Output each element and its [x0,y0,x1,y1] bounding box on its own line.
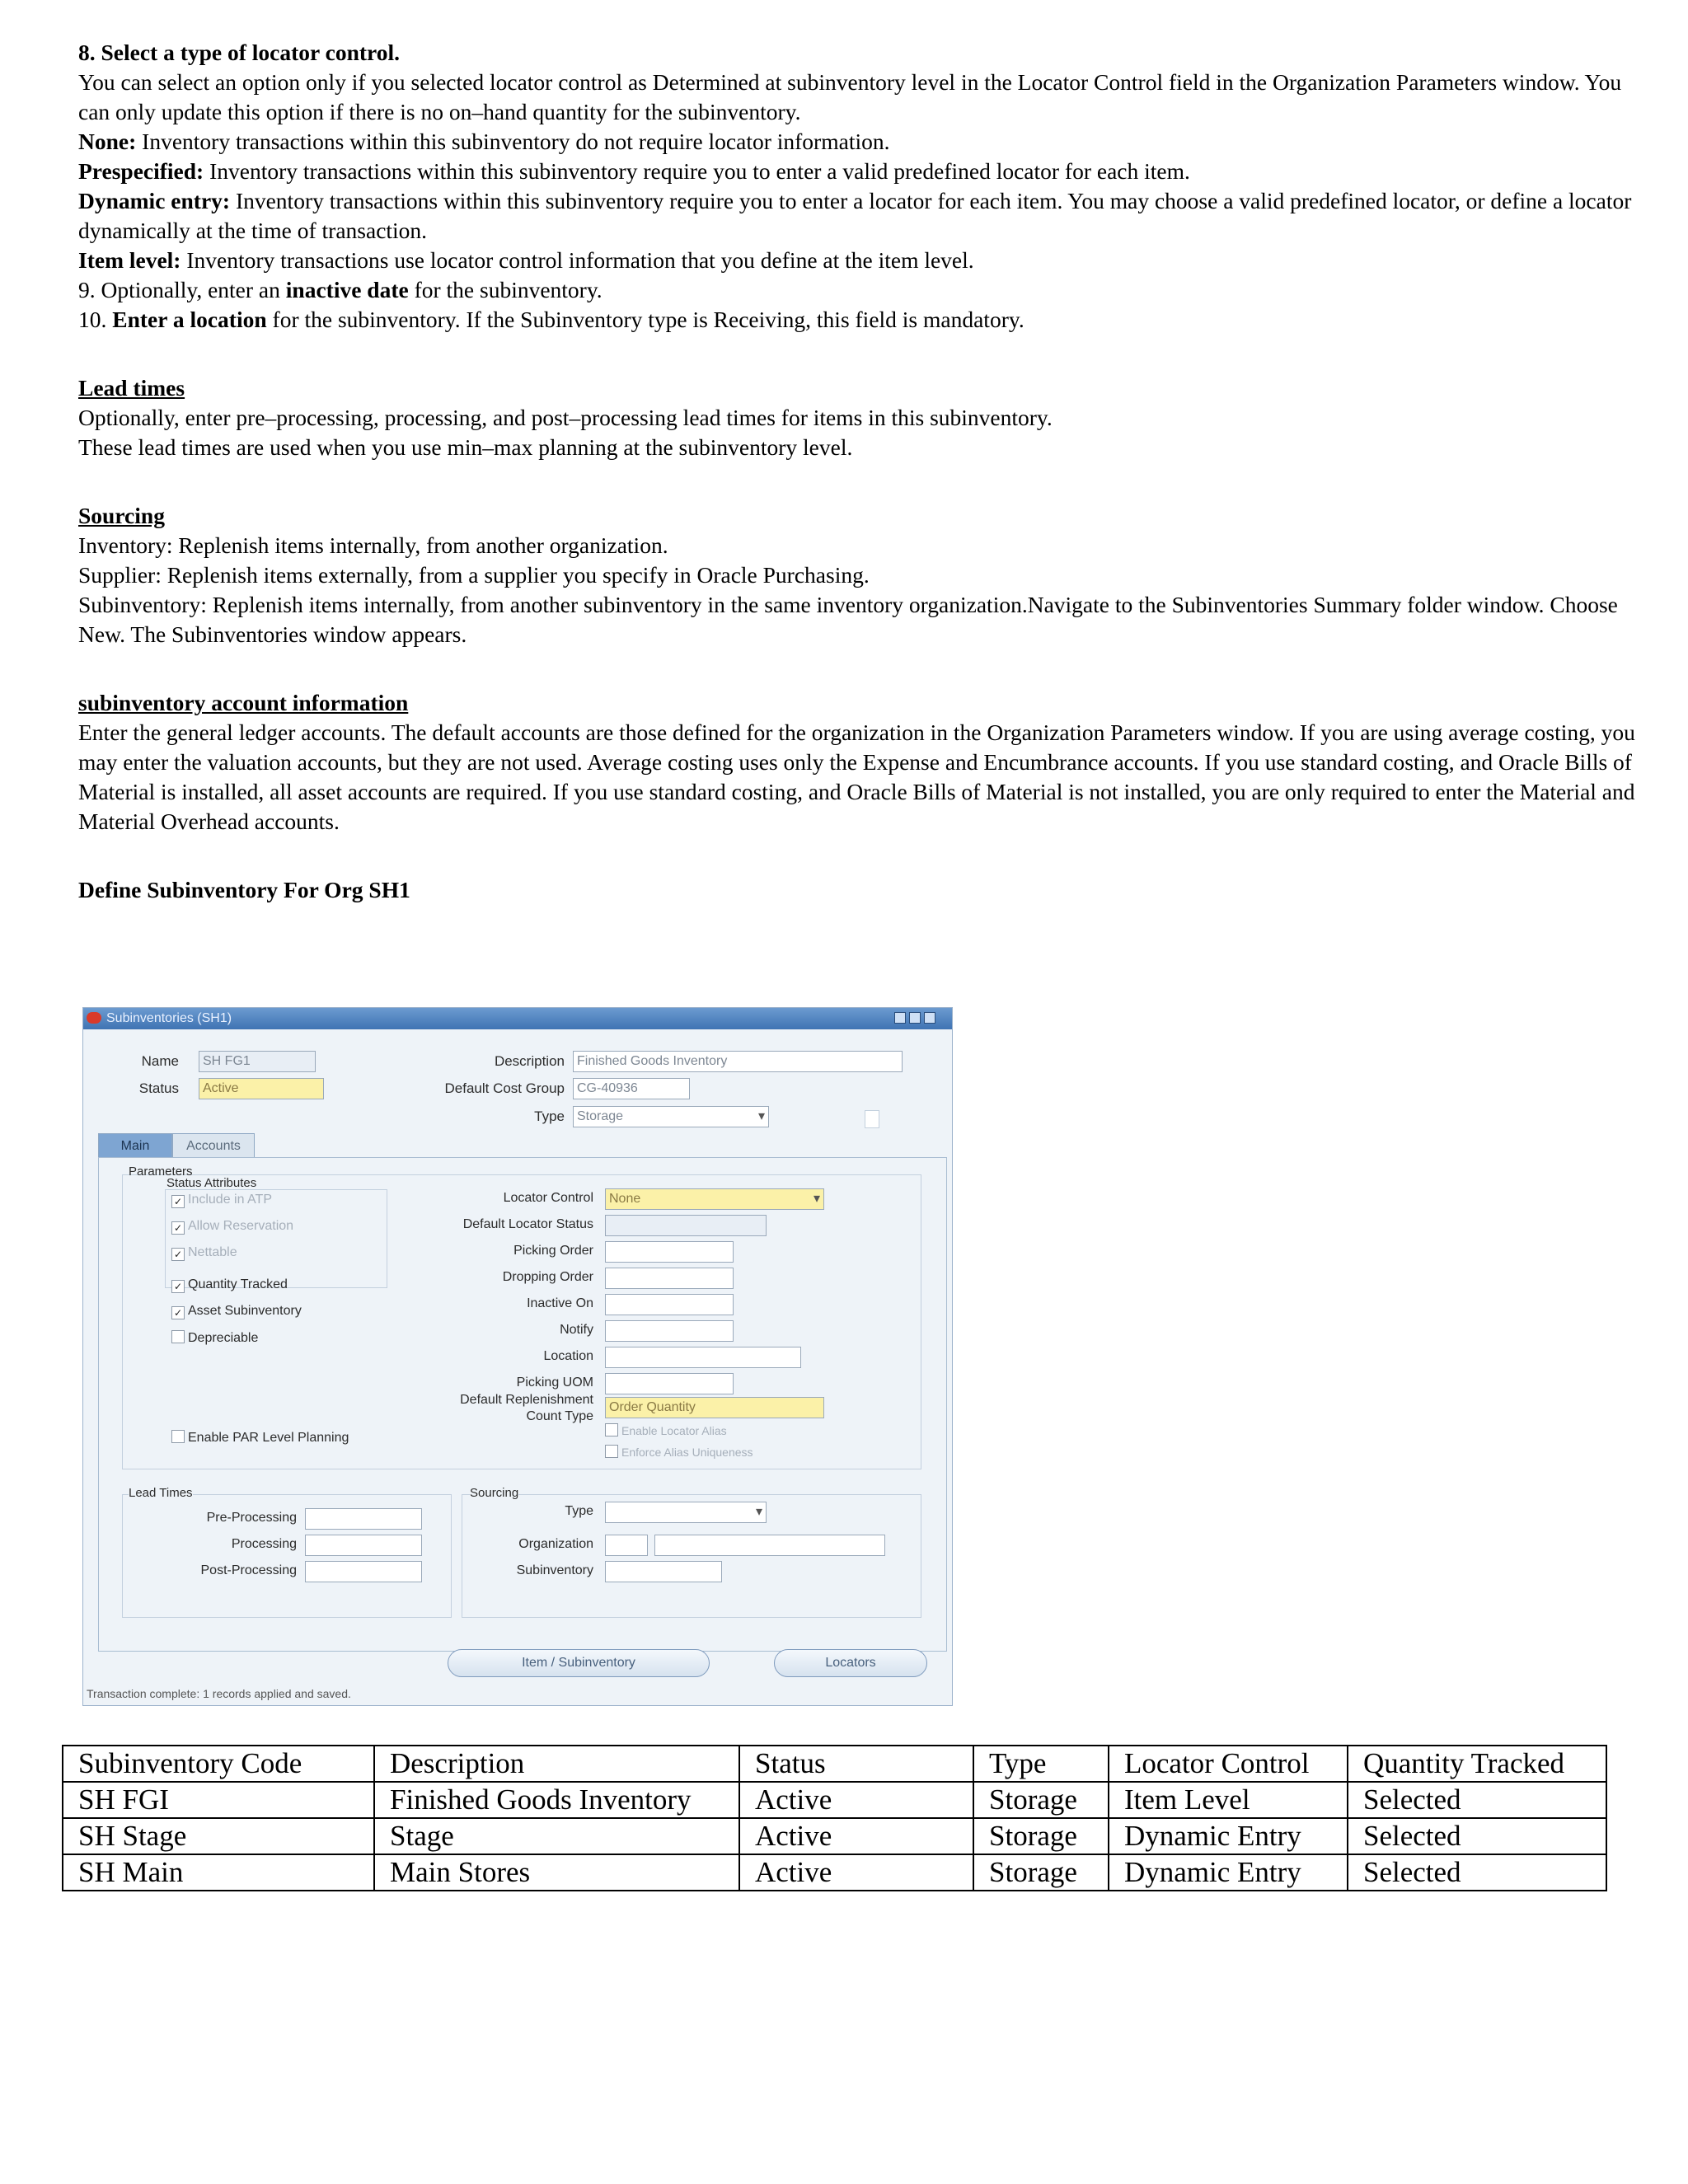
subinventories-window [82,1007,953,1706]
option-none [78,127,1644,157]
table-cell: Dynamic Entry [1109,1818,1348,1854]
name-field[interactable]: SH FG1 [199,1051,316,1072]
notify-field[interactable] [605,1320,734,1342]
column-header: Status [739,1746,973,1782]
sourcing-label: Sourcing [470,1486,519,1500]
asset-subinventory-checkbox[interactable]: ✓ Asset Subinventory [171,1304,302,1319]
option-item-level-label: Item level: [78,247,181,273]
table-cell: Stage [374,1818,739,1854]
dropping-order-field[interactable] [605,1268,734,1289]
sourcing-type-dropdown[interactable] [605,1502,767,1523]
quantity-tracked-label: Quantity Tracked [188,1277,288,1291]
step9 [78,275,1644,305]
organization-label: Organization [518,1537,593,1551]
description-label: Description [494,1053,565,1069]
table-cell: Dynamic Entry [1109,1854,1348,1891]
pre-processing-field[interactable] [305,1508,422,1530]
processing-field[interactable] [305,1535,422,1556]
description-field[interactable]: Finished Goods Inventory [573,1051,903,1072]
table-cell: Active [739,1818,973,1854]
option-item-level-desc: Inventory transactions use locator control information that you define at the item level. [181,247,974,273]
locator-control-dropdown[interactable]: None ▾ [605,1188,824,1210]
table-row [63,1782,1606,1818]
count-type-label: Count Type [526,1409,593,1423]
status-attributes-label: Status Attributes [166,1176,257,1190]
account-heading: subinventory account information [78,690,409,715]
table-cell: Finished Goods Inventory [374,1782,739,1818]
lead-times-line2: These lead times are used when you use min–max planning at the subinventory level. [78,434,853,460]
lead-times-label: Lead Times [129,1486,193,1500]
minimize-icon[interactable] [894,1012,906,1024]
quantity-tracked-checkbox[interactable]: ✓ Quantity Tracked [171,1277,288,1293]
status-label: Status [138,1080,179,1096]
table-row [63,1818,1606,1854]
table-cell: Active [739,1854,973,1891]
close-icon[interactable] [924,1012,935,1024]
table-cell: Selected [1348,1818,1606,1854]
inactive-on-field[interactable] [605,1294,734,1315]
post-processing-label: Post-Processing [200,1563,297,1577]
tab-accounts[interactable]: Accounts [172,1133,255,1158]
notify-label: Notify [560,1323,593,1337]
item-subinventory-button[interactable]: Item / Subinventory [448,1649,710,1677]
table-cell: Active [739,1782,973,1818]
oracle-logo-icon [87,1012,101,1024]
option-none-desc: Inventory transactions within this subinventory do not require locator information. [136,129,890,154]
allow-reservation-checkbox[interactable]: ✓ Allow Reservation [171,1219,293,1235]
window-titlebar [83,1008,952,1029]
define-heading: Define Subinventory For Org SH1 [78,877,410,902]
organization-name-field[interactable] [654,1535,885,1556]
type-dropdown[interactable]: Storage ▾ [573,1106,769,1127]
step8-title: 8. Select a type of locator control. [78,40,400,65]
step10-post: for the subinventory. If the Subinventory type is Receiving, this field is mandatory. [266,307,1025,332]
cost-group-field[interactable]: CG-40936 [573,1078,690,1099]
sourcing-heading: Sourcing [78,503,165,528]
step10 [78,305,1644,335]
option-dynamic [78,186,1644,246]
default-locator-status-label: Default Locator Status [462,1217,593,1231]
subinventory-field[interactable] [605,1561,722,1582]
step9-bold: inactive date [285,277,409,302]
step10-pre: 10. [78,307,113,332]
column-header: Subinventory Code [63,1746,374,1782]
sourcing-line3: Subinventory: Replenish items internally, from another subinventory in the same inventory organization.Navigate to the Subinventories Summary folder window. Choose New. The Subinventories window appears. [78,592,1618,647]
nettable-label: Nettable [188,1245,237,1259]
option-item-level [78,246,1644,275]
status-field[interactable]: Active [199,1078,324,1099]
picking-uom-field[interactable] [605,1373,734,1394]
step10-bold: Enter a location [112,307,267,332]
asset-subinventory-label: Asset Subinventory [188,1304,302,1318]
picking-order-label: Picking Order [513,1244,593,1258]
status-bar: Transaction complete: 1 records applied and saved. [87,1687,351,1700]
lead-times-heading: Lead times [78,375,185,401]
sourcing-line1: Inventory: Replenish items internally, from another organization. [78,532,668,558]
column-header: Type [973,1746,1109,1782]
include-atp-label: Include in ATP [188,1193,272,1207]
default-locator-status-field[interactable] [605,1215,767,1236]
table-cell: Storage [973,1854,1109,1891]
location-field[interactable] [605,1347,801,1368]
option-dynamic-desc: Inventory transactions within this subinventory require you to enter a locator for each item. You may choose a valid predefined locator, or define a locator dynamically at the time of transaction. [78,188,1632,243]
step9-post: for the subinventory. [408,277,603,302]
picking-uom-label: Picking UOM [516,1376,593,1390]
table-cell: SH FGI [63,1782,374,1818]
table-cell: Item Level [1109,1782,1348,1818]
name-label: Name [141,1053,179,1069]
enforce-alias-checkbox[interactable] [605,1445,753,1459]
enable-par-label: Enable PAR Level Planning [188,1431,349,1445]
enable-locator-alias-checkbox[interactable] [605,1423,727,1437]
document-text [78,38,1644,905]
option-prespecified-label: Prespecified: [78,158,204,184]
table-cell: Main Stores [374,1854,739,1891]
column-header: Description [374,1746,739,1782]
cost-group-label: Default Cost Group [444,1080,565,1096]
tab-main[interactable]: Main [98,1133,172,1158]
table-cell: Storage [973,1818,1109,1854]
post-processing-field[interactable] [305,1561,422,1582]
location-label: Location [543,1349,593,1363]
column-header: Quantity Tracked [1348,1746,1606,1782]
subinventory-label: Subinventory [516,1563,593,1577]
option-none-label: None: [78,129,137,154]
maximize-icon[interactable] [909,1012,921,1024]
parameters-label: Parameters [129,1165,193,1179]
include-atp-checkbox[interactable]: ✓ Include in ATP [171,1193,272,1208]
table-cell: Selected [1348,1854,1606,1891]
table-cell: Storage [973,1782,1109,1818]
lead-times-line1: Optionally, enter pre–processing, processing, and post–processing lead times for items in this subinventory. [78,405,1053,430]
step8-description: You can select an option only if you selected locator control as Determined at subinventory level in the Locator Control field in the Organization Parameters window. You can only update this option if there is no on–hand quantity for the subinventory. [78,69,1622,124]
picking-order-field[interactable] [605,1241,734,1263]
folder-icon[interactable] [865,1110,879,1128]
sourcing-line2: Supplier: Replenish items externally, from a supplier you specify in Oracle Purchasing. [78,562,870,588]
window-title: Subinventories (SH1) [106,1011,232,1025]
account-paragraph: Enter the general ledger accounts. The default accounts are those defined for the organization in the Organization Parameters window. If you are using average costing, you may enter the valuation accounts, but they are not used. Average costing uses only the Expense and Encumbrance accounts. If you use standard costing, and Oracle Bills of Material is installed, all asset accounts are required. If you use standard costing, and Oracle Bills of Material is not installed, you are only required to enter the Material and Material Overhead accounts. [78,719,1635,834]
dropping-order-label: Dropping Order [502,1270,593,1284]
organization-code-field[interactable] [605,1535,648,1556]
enforce-alias-label: Enforce Alias Uniqueness [621,1446,753,1459]
main-tab-panel [98,1157,947,1652]
step9-pre: 9. Optionally, enter an [78,277,286,302]
locator-control-label: Locator Control [503,1191,593,1205]
type-label: Type [534,1108,565,1124]
table-header-row [63,1746,1606,1782]
table-row [63,1854,1606,1891]
option-dynamic-label: Dynamic entry: [78,188,231,213]
table-cell: SH Stage [63,1818,374,1854]
allow-reservation-label: Allow Reservation [188,1219,294,1233]
inactive-on-label: Inactive On [527,1296,593,1310]
depreciable-checkbox[interactable] [171,1330,258,1346]
option-prespecified-desc: Inventory transactions within this subinventory require you to enter a valid predefined locator for each item. [204,158,1190,184]
replenishment-label: Default Replenishment [460,1393,593,1407]
locators-button[interactable]: Locators [774,1649,927,1677]
count-type-field[interactable]: Order Quantity [605,1397,824,1418]
table-cell: SH Main [63,1854,374,1891]
nettable-checkbox[interactable]: ✓ Nettable [171,1245,237,1261]
enable-locator-alias-label: Enable Locator Alias [621,1424,727,1437]
option-prespecified [78,157,1644,186]
depreciable-label: Depreciable [188,1331,259,1345]
enable-par-checkbox[interactable] [171,1430,349,1446]
subinventory-table [62,1745,1607,1891]
pre-processing-label: Pre-Processing [206,1511,297,1525]
table-cell: Selected [1348,1782,1606,1818]
sourcing-type-label: Type [565,1504,593,1518]
column-header: Locator Control [1109,1746,1348,1782]
processing-label: Processing [231,1537,297,1551]
